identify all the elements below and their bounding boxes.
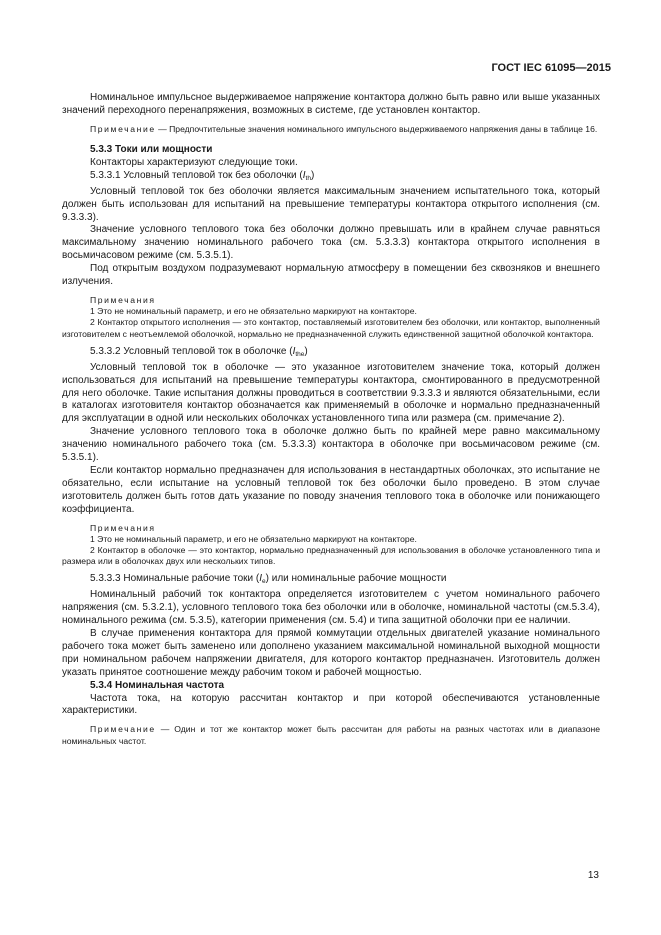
note-dash: — <box>155 123 170 134</box>
notes-label-5-3-3-2: Примечания <box>90 522 156 533</box>
paragraph-5-3-3-1-c: Под открытым воздухом подразумевают нормальную атмосферу в помещении без сквозняков и внешнего излучения. <box>62 263 600 288</box>
note-5-3-4 <box>62 724 600 746</box>
note-5-3-3-2-1: 1 Это не номинальный параметр, и его не обязательно маркируют на контакторе. <box>90 533 417 544</box>
subsection-title-5-3-3-3: 5.3.3.3 Номинальные рабочие токи $(I_e)$ или номинальные рабочие мощности <box>90 573 447 586</box>
note-text: Предпочтительные значения номинального импульсного выдерживаемого напряжения даны в таблице 16. <box>169 123 598 134</box>
note-5-3-3-1-2: 2 Контактор открытого исполнения — это контактор, поставляемый изготовителем без оболочки, или контактор, выполненный изготовителем с неотъемлемой оболочкой, нормально не предназначенной служить единственной защитной оболочкой контактора. <box>62 317 600 339</box>
notes-label-5-3-3-1: Примечания <box>90 294 156 305</box>
note-dash: — <box>155 724 175 735</box>
section-heading-5-3-4: 5.3.4 Номинальная частота <box>90 679 225 691</box>
section-intro-5-3-3: Контакторы характеризуют следующие токи. <box>90 156 298 168</box>
page-number: 13 <box>587 870 599 881</box>
symbol-subscript: th <box>305 174 311 182</box>
paragraph-5-3-3-1-b: Значение условного теплового тока без оболочки должно превышать или в крайнем случае равняться максимальному значению номинального рабочего тока (см. 5.3.3.3) контактора открытого исполнения в восьмичасовом режиме (см. 5.3.5.1). <box>62 224 600 262</box>
symbol-i: I <box>302 169 306 181</box>
note-text: Один и тот же контактор может быть рассчитан для работы на разных частотах или в диапазоне номинальных частот. <box>62 724 600 746</box>
paragraph-5-3-3-3-a: Номинальный рабочий ток контактора определяется изготовителем с учетом номинального рабочего напряжения (см. 5.3.2.1), условного теплового тока без оболочки или в оболочке, номинальной частоты (см.5.3.4), номинального режима (см. 5.3.5), категории применения (см. 5.4) и типа защитной оболочки при ее наличии. <box>62 589 600 627</box>
paragraph-5-3-3-2-a: Условный тепловой ток в оболочке — это указанное изготовителем значение тока, который должен использоваться для испытаний на превышение температуры контактора, смонтированного в предусмотренной для него оболочке. Такие испытания должны проводиться в соответствии 9.3.3.3 и являются обязательными, если в каталогах изготовителя контактор обозначается как применяемый в оболочке и нормально предназначенный для эксплуатации в одной или нескольких оболочках установленного типа или размера (см. примечание 2). <box>62 361 600 425</box>
paragraph-5-3-3-1-a: Условный тепловой ток без оболочки является максимальным значением испытательного тока, который должен быть использован для испытаний на превышение температуры контактора открытого исполнения (см. 9.3.3.3). <box>62 185 600 223</box>
paragraph-5-3-3-2-c: Если контактор нормально предназначен для использования в нестандартных оболочках, это испытание не обязательно, если испытание на условный тепловой ток без оболочки было проведено. В этом случае изготовитель должен быть готов дать указание по поводу значения теплового тока в оболочке или понижающего коэффициента. <box>62 464 600 515</box>
standard-header: ГОСТ IEC 61095—2015 <box>491 62 611 74</box>
subsection-title-5-3-3-1: 5.3.3.1 Условный тепловой ток без оболочки $(I_{th})$ <box>90 169 315 182</box>
section-heading-5-3-3: 5.3.3 Токи или мощности <box>90 144 213 156</box>
note-5-3-3-2-2: 2 Контактор в оболочке — это контактор, нормально предназначенный для использования в оболочке установленного типа и размера или в оболочках двух или нескольких типов. <box>62 544 600 567</box>
subsection-title-5-3-3-2: 5.3.3.2 Условный тепловой ток в оболочке $(I_{the})$ <box>90 345 308 358</box>
page-content <box>62 92 600 747</box>
note-label: Примечание <box>90 724 156 735</box>
note-impulse-voltage <box>62 124 600 135</box>
impulse-voltage-paragraph: Номинальное импульсное выдерживаемое напряжение контактора должно быть равно или выше указанных значений переходного перенапряжения, возможных в системе, где установлен контактор. <box>62 92 600 116</box>
symbol-i: I <box>259 573 262 585</box>
paragraph-5-3-4: Частота тока, на которую рассчитан контактор и при которой обеспечиваются установленные характеристики. <box>62 692 600 717</box>
symbol-i: I <box>292 345 296 357</box>
note-5-3-3-1-1: 1 Это не номинальный параметр, и его не обязательно маркируют на контакторе. <box>90 306 417 317</box>
symbol-subscript: the <box>295 350 305 358</box>
symbol-subscript: e <box>262 578 266 586</box>
paragraph-5-3-3-3-b: В случае применения контактора для прямой коммутации отдельных двигателей указание номинального рабочего тока может быть заменено или дополнено указанием максимальной номинальной выходной мощности при номинальном рабочем напряжении двигателя, для которого контактор предназначен. Изготовитель должен указать принятое соотношение между рабочим током и рабочей мощностью. <box>62 628 600 678</box>
note-label: Примечание <box>90 123 156 134</box>
paragraph-5-3-3-2-b: Значение условного теплового тока в оболочке должно быть по крайней мере равно максимальному значению номинального рабочего тока (см. 5.3.3.3) контактора в оболочке при восьмичасовом режиме (см. 5.3.5.1). <box>62 426 600 464</box>
